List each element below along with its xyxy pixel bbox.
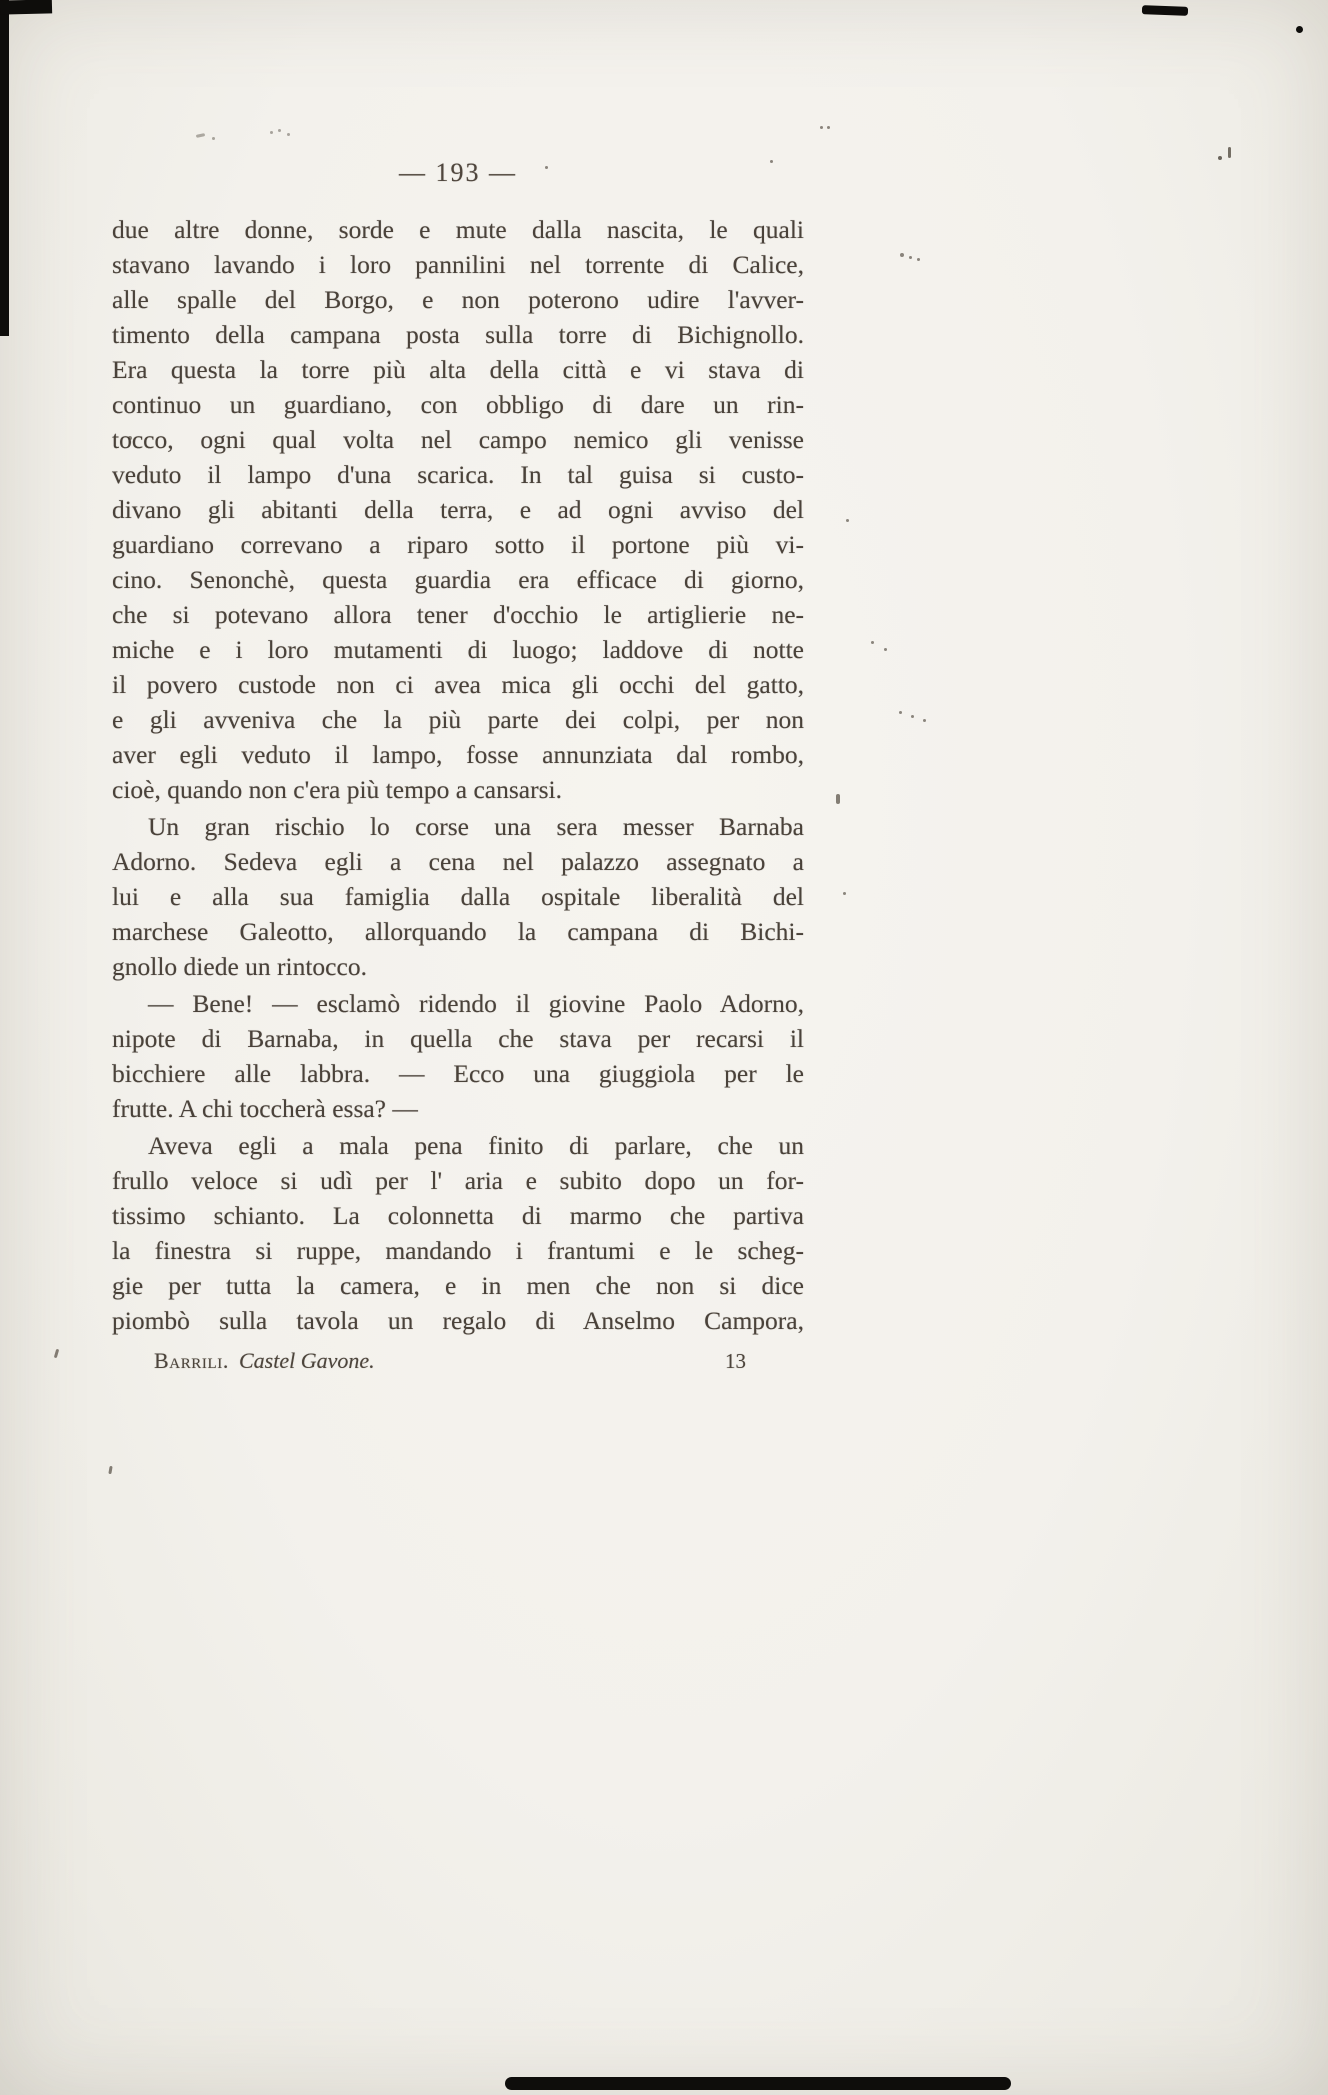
scan-speck bbox=[54, 1349, 59, 1358]
scan-speck bbox=[108, 1466, 112, 1474]
scan-speck bbox=[820, 126, 823, 129]
text-line: gie per tutta la camera, e in men che non si dice bbox=[112, 1271, 804, 1300]
scan-speck bbox=[871, 641, 874, 644]
text-column bbox=[112, 0, 804, 1374]
footer-author: Barrili. bbox=[154, 1348, 229, 1373]
scan-bottom-bar bbox=[505, 2077, 1011, 2090]
text-line: gnollo diede un rintocco. bbox=[112, 952, 367, 981]
scan-edge-strip bbox=[0, 0, 9, 336]
text-line: — Bene! — esclamò ridendo il giovine Paolo Adorno, bbox=[148, 989, 804, 1018]
text-line: timento della campana posta sulla torre di Bichignollo. bbox=[112, 320, 804, 349]
scan-speck bbox=[1228, 147, 1231, 158]
text-line: miche e i loro mutamenti di luogo; laddove di notte bbox=[112, 635, 804, 664]
text-line: continuo un guardiano, con obbligo di dare un rin- bbox=[112, 390, 804, 419]
text-line: guardiano correvano a riparo sotto il portone più vi- bbox=[112, 530, 804, 559]
text-line: e gli avveniva che la più parte dei colpi, per non bbox=[112, 705, 804, 734]
footer-book-title: Castel Gavone. bbox=[238, 1348, 375, 1373]
text-line: tissimo schianto. La colonnetta di marmo che partiva bbox=[112, 1201, 804, 1230]
text-line: cioè, quando non c'era più tempo a cansarsi. bbox=[112, 775, 562, 804]
paragraph-3-dialogue bbox=[112, 986, 804, 1126]
scan-speck bbox=[899, 711, 902, 714]
paragraph-2 bbox=[112, 809, 804, 984]
text-line: aver egli veduto il lampo, fosse annunziata dal rombo, bbox=[112, 740, 804, 769]
text-line: bicchiere alle labbra. — Ecco una giuggiola per le bbox=[112, 1059, 804, 1088]
scan-top-right-mark bbox=[1142, 5, 1188, 16]
text-line: alle spalle del Borgo, e non poterono udire l'avver- bbox=[112, 285, 804, 314]
text-line: marchese Galeotto, allorquando la campana di Bichi- bbox=[112, 917, 804, 946]
scan-speck bbox=[917, 258, 920, 261]
text-line: tocco, ogni qual volta nel campo nemico gli venisse bbox=[112, 425, 804, 454]
text-line: veduto il lampo d'una scarica. In tal guisa si custo- bbox=[112, 460, 804, 489]
signature-number: 13 bbox=[725, 1349, 746, 1373]
text-line: la finestra si ruppe, mandando i frantumi e le scheg- bbox=[112, 1236, 804, 1265]
scan-speck bbox=[884, 648, 887, 651]
text-line: cino. Senonchè, questa guardia era efficace di giorno, bbox=[112, 565, 804, 594]
text-line: frullo veloce si udì per l' aria e subito dopo un for- bbox=[112, 1166, 804, 1195]
page-number: — 193 — bbox=[399, 158, 517, 187]
text-line: che si potevano allora tener d'occhio le artiglierie ne- bbox=[112, 600, 804, 629]
text-line: Aveva egli a mala pena finito di parlare, che un bbox=[148, 1131, 804, 1160]
scan-speck bbox=[827, 126, 830, 129]
text-line: piombò sulla tavola un regalo di Anselmo Campora, bbox=[112, 1306, 804, 1335]
text-line: lui e alla sua famiglia dalla ospitale liberalità del bbox=[112, 882, 804, 911]
text-line: il povero custode non ci avea mica gli occhi del gatto, bbox=[112, 670, 804, 699]
text-line: Adorno. Sedeva egli a cena nel palazzo assegnato a bbox=[112, 847, 804, 876]
scan-speck bbox=[909, 256, 912, 259]
text-line: Un gran rischio lo corse una sera messer Barnaba bbox=[148, 812, 804, 841]
text-line: divano gli abitanti della terra, e ad ogni avviso del bbox=[112, 495, 804, 524]
body-text bbox=[112, 212, 804, 1338]
scan-speck bbox=[900, 253, 904, 257]
footer-colophon bbox=[154, 1348, 375, 1374]
scan-speck bbox=[836, 794, 840, 804]
paragraph-1 bbox=[112, 212, 804, 807]
text-line: nipote di Barnaba, in quella che stava per recarsi il bbox=[112, 1024, 804, 1053]
page-footer bbox=[112, 1348, 804, 1374]
scan-speck bbox=[911, 715, 914, 718]
text-line: stavano lavando i loro pannilini nel torrente di Calice, bbox=[112, 250, 804, 279]
text-line: due altre donne, sorde e mute dalla nascita, le quali bbox=[112, 215, 804, 244]
scan-dot bbox=[1296, 26, 1303, 33]
scan-speck bbox=[923, 719, 926, 722]
text-line: Era questa la torre più alta della città e vi stava di bbox=[112, 355, 804, 384]
text-line: frutte. A chi toccherà essa? — bbox=[112, 1094, 418, 1123]
scan-speck bbox=[1218, 156, 1222, 160]
scan-speck bbox=[846, 519, 849, 522]
paragraph-4 bbox=[112, 1128, 804, 1338]
scan-corner-mark bbox=[0, 0, 52, 15]
scan-speck bbox=[843, 892, 846, 895]
